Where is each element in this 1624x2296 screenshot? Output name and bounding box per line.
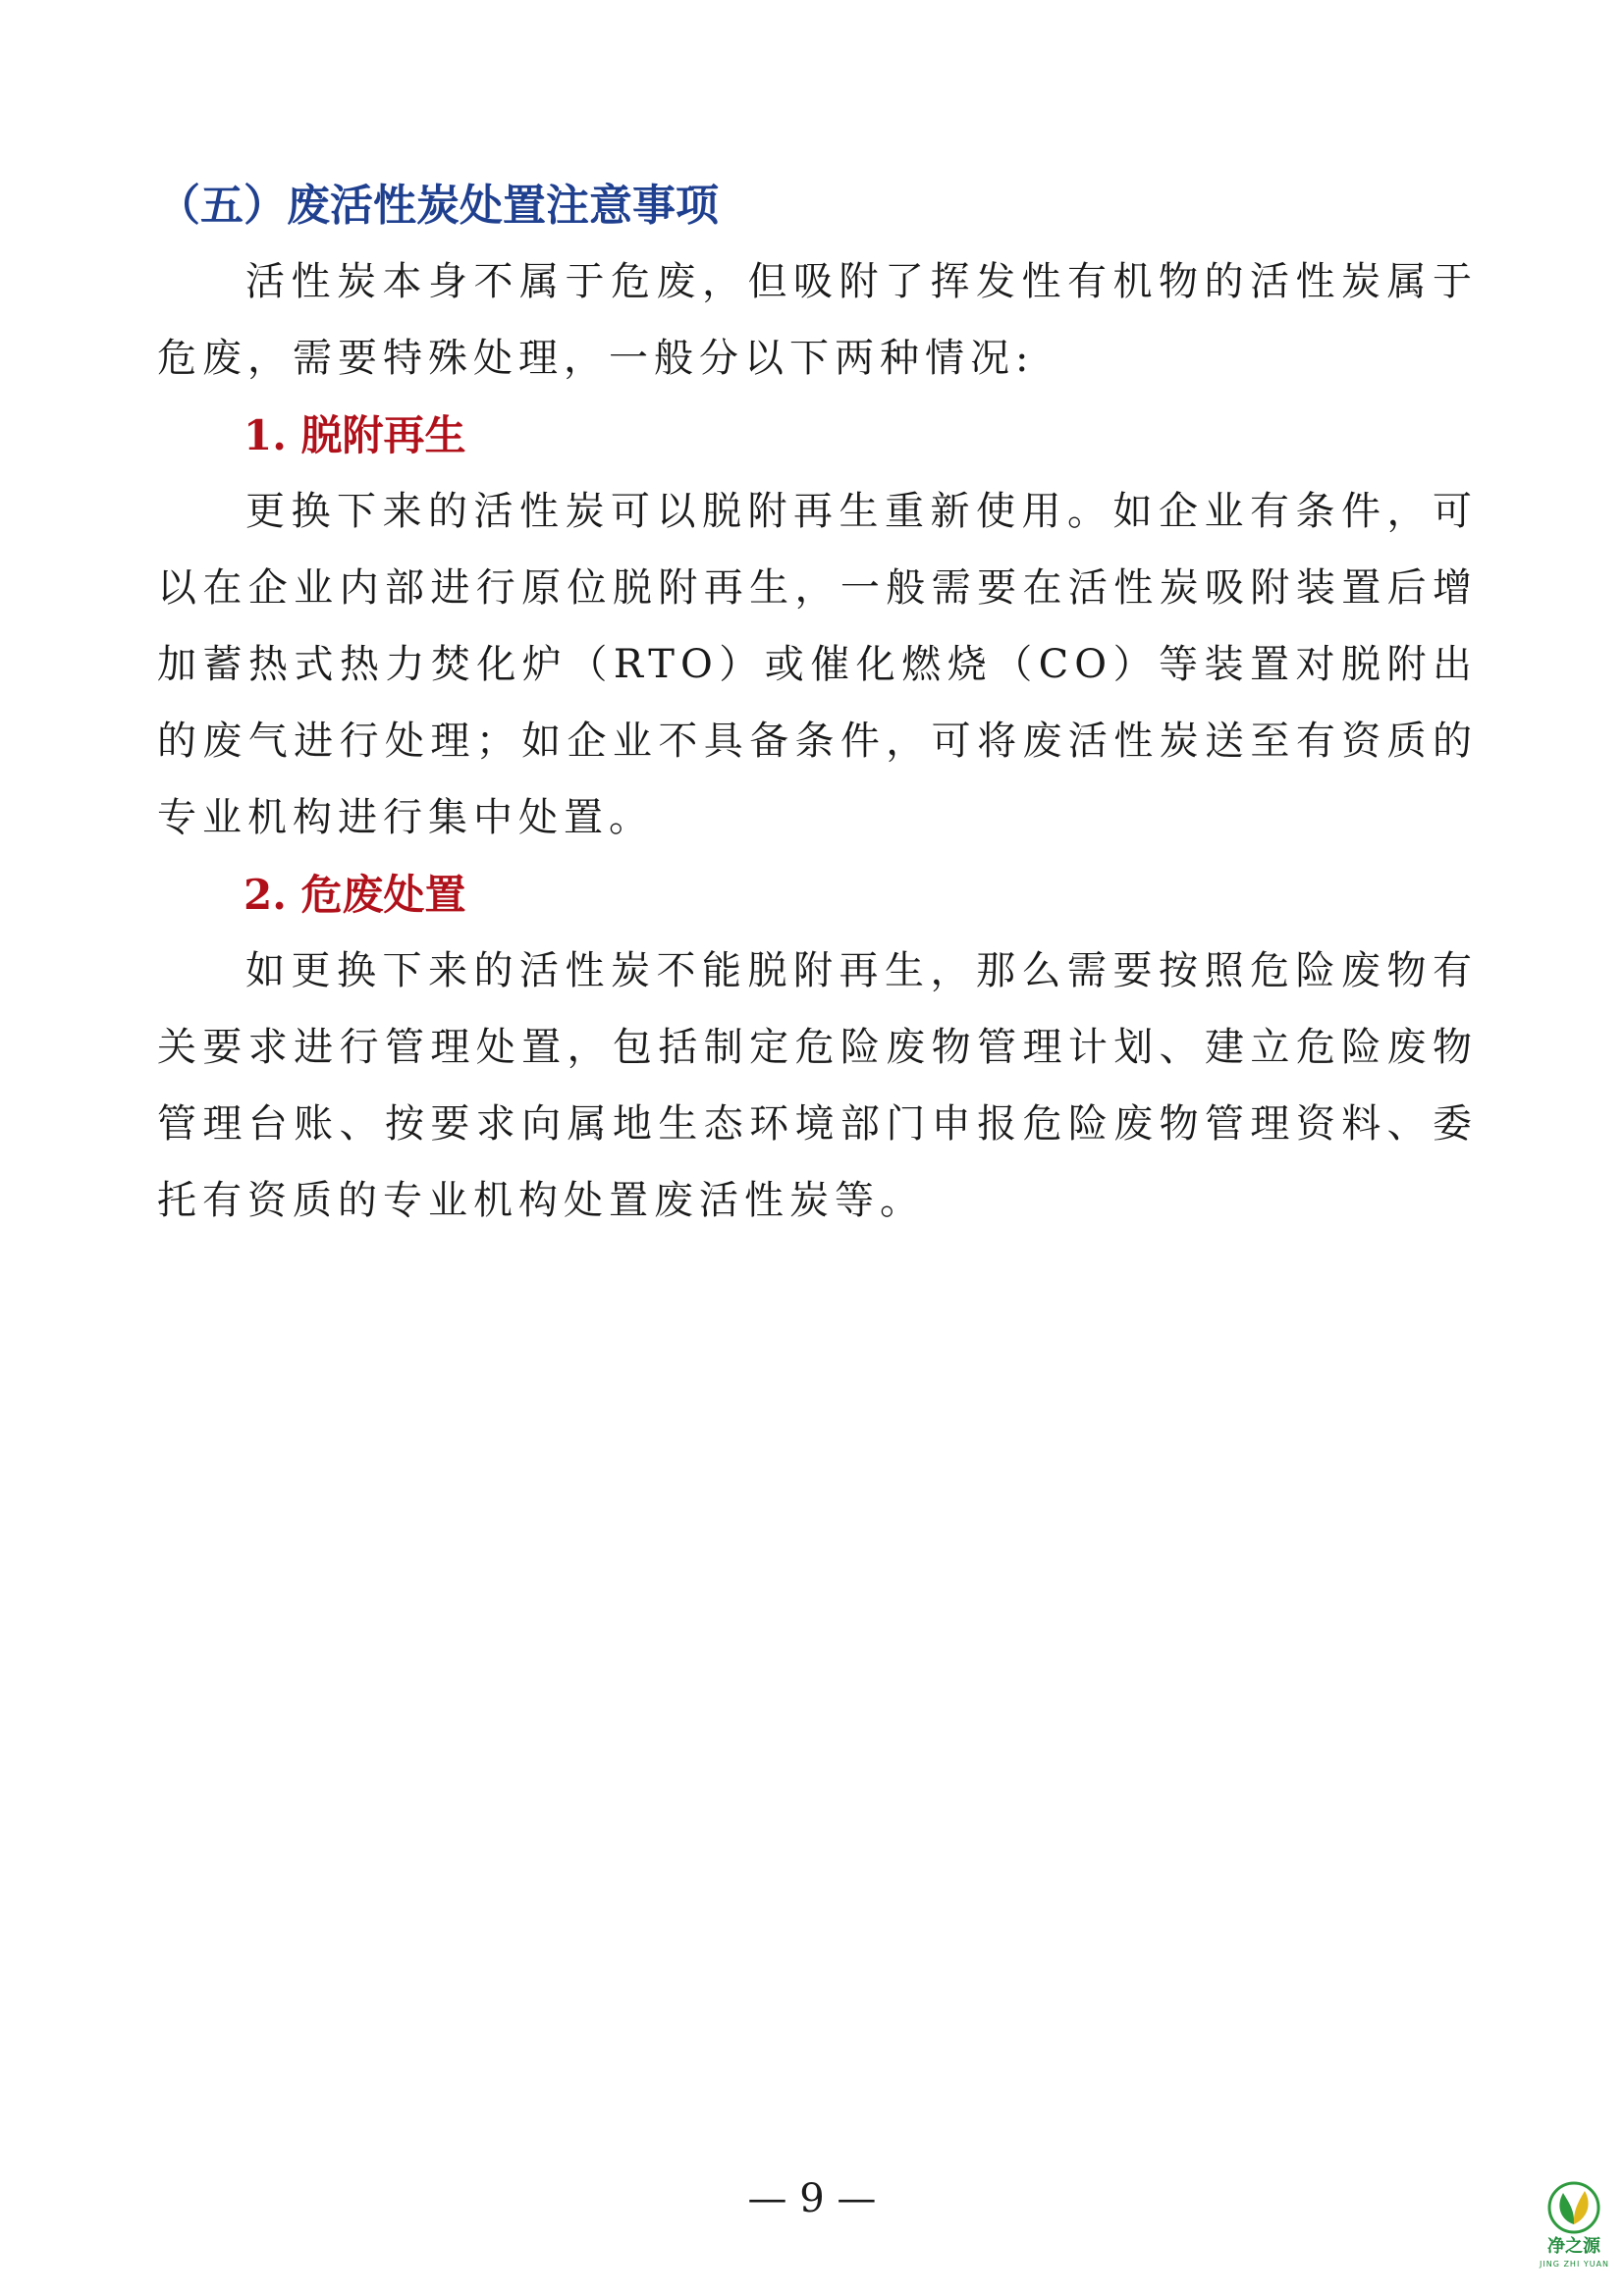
logo-name: 净之源 (1547, 2236, 1600, 2257)
section-heading: （五）废活性炭处置注意事项 (157, 181, 719, 231)
brand-logo (1540, 2181, 1608, 2279)
paragraph-desorption-regeneration: 更换下来的活性炭可以脱附再生重新使用。如企业有条件，可以在企业内部进行原位脱附再生，一般需要在活性炭吸附装置后增加蓄热式热力焚化炉（RTO）或催化燃烧（CO）等装置对脱附出的废气进行处理；如企业不具备条件，可将废活性炭送至有资质的专业机构进行集中处置。 (157, 489, 1478, 840)
page-number: — 9 — (747, 2176, 877, 2221)
leaf-logo-icon (1547, 2181, 1600, 2234)
logo-subtitle: JING ZHI YUAN (1540, 2260, 1610, 2269)
subheading-desorption-regeneration: 1. 脱附再生 (244, 411, 466, 459)
intro-paragraph: 活性炭本身不属于危废，但吸附了挥发性有机物的活性炭属于危废，需要特殊处理，一般分以下两种情况: (157, 259, 1478, 381)
subheading-hazardous-waste-disposal: 2. 危废处置 (244, 871, 466, 919)
paragraph-hazardous-waste-disposal: 如更换下来的活性炭不能脱附再生，那么需要按照危险废物有关要求进行管理处置，包括制定危险废物管理计划、建立危险废物管理台账、按要求向属地生态环境部门申报危险废物管理资料、委托有资质的专业机构处置废活性炭等。 (157, 948, 1478, 1223)
